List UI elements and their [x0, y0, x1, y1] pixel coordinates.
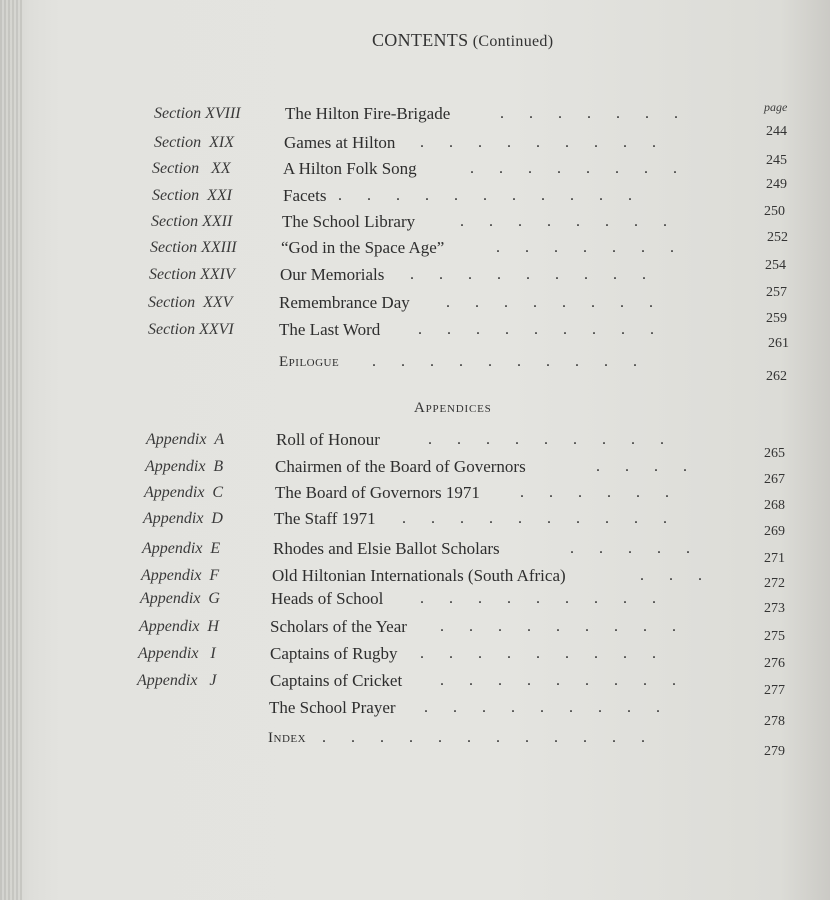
entry-title: The School Library — [282, 212, 416, 231]
leader-dots: ........ — [446, 294, 678, 311]
toc-row — [0, 617, 830, 644]
leader-dots: ......... — [420, 590, 681, 607]
entry-label: Appendix F — [141, 567, 220, 584]
page-header — [372, 30, 553, 51]
toc-row — [0, 293, 830, 326]
entry-title: Remembrance Day — [279, 293, 410, 312]
toc-row — [0, 457, 830, 487]
toc-row — [0, 133, 830, 168]
toc-row — [0, 483, 830, 513]
entry-title: Roll of Honour — [276, 430, 380, 449]
entry-title: Heads of School — [271, 589, 384, 608]
entry-page: 245 — [766, 153, 787, 168]
entry-title: “God in the Space Age” — [281, 238, 445, 257]
appendices-heading: Appendices — [414, 400, 492, 416]
entry-label: Appendix D — [143, 510, 223, 527]
entry-label: Appendix B — [145, 458, 224, 475]
leader-dots: ........... — [338, 187, 657, 204]
entry-label: Appendix H — [139, 618, 219, 635]
leader-dots: ...... — [520, 484, 694, 501]
leader-dots: ......... — [420, 134, 681, 151]
toc-row — [0, 238, 830, 273]
entry-label: Section XXVI — [148, 321, 234, 338]
entry-title: Rhodes and Elsie Ballot Scholars — [273, 539, 500, 558]
entry-title: The School Prayer — [269, 698, 396, 717]
leader-dots: ......... — [410, 266, 671, 283]
entry-page: 268 — [764, 498, 785, 513]
leader-dots: ....... — [500, 105, 703, 122]
toc-row-index — [0, 728, 830, 759]
entry-title: Games at Hilton — [284, 133, 396, 152]
entry-page: 278 — [764, 714, 785, 729]
entry-page: 262 — [766, 369, 787, 384]
entry-title: Old Hiltonian Internationals (South Africa) — [272, 566, 566, 585]
toc-row — [0, 671, 830, 698]
toc-row-prayer — [0, 698, 830, 729]
toc-row-epilogue — [0, 352, 830, 384]
entry-label: Section XXIII — [150, 239, 237, 256]
leader-dots: ... — [640, 567, 727, 584]
entry-page: 277 — [764, 683, 785, 698]
leader-dots: ........ — [460, 213, 692, 230]
leader-dots: .......... — [402, 510, 692, 527]
toc-row — [0, 430, 830, 461]
entry-page: 267 — [764, 472, 785, 487]
entry-page: 272 — [764, 576, 785, 591]
leader-dots: ......... — [424, 699, 685, 716]
entry-label: Section XXII — [151, 213, 233, 230]
entry-title: A Hilton Folk Song — [283, 159, 417, 178]
entry-title: Captains of Cricket — [270, 671, 403, 690]
leader-dots: .......... — [372, 353, 662, 370]
entry-title: Scholars of the Year — [270, 617, 407, 636]
entry-title: The Hilton Fire-Brigade — [285, 104, 451, 123]
entry-label: Appendix A — [146, 431, 225, 448]
entry-title: Our Memorials — [280, 265, 385, 284]
toc-row — [0, 509, 830, 539]
entry-page: 250 — [764, 204, 785, 219]
entry-page: 244 — [766, 124, 787, 139]
entry-title: The Last Word — [279, 320, 381, 339]
entry-page: 254 — [765, 258, 786, 273]
entry-page: 271 — [764, 551, 785, 566]
contents-subtitle: (Continued) — [472, 33, 554, 50]
entry-title: Chairmen of the Board of Governors — [275, 457, 526, 476]
toc-row — [0, 186, 830, 219]
toc-row — [0, 589, 830, 616]
entry-title: Index — [268, 730, 307, 746]
entry-title: Facets — [283, 186, 327, 205]
entry-page: 276 — [764, 656, 785, 671]
entry-page: 269 — [764, 524, 785, 539]
toc-row — [0, 539, 830, 566]
entry-label: Section XX — [152, 160, 231, 177]
contents-title: CONTENTS — [372, 30, 469, 50]
entry-title: The Board of Governors 1971 — [275, 483, 480, 502]
entry-label: Appendix J — [137, 672, 217, 689]
entry-page: 257 — [766, 285, 787, 300]
leader-dots: ......... — [418, 321, 679, 338]
entry-page: 252 — [767, 230, 788, 245]
entry-label: Appendix C — [144, 484, 224, 501]
toc-row — [0, 265, 830, 300]
toc-row — [0, 159, 830, 192]
leader-dots: .... — [596, 458, 712, 475]
leader-dots: ......... — [428, 431, 689, 448]
toc-row — [0, 644, 830, 671]
entry-label: Section XVIII — [154, 105, 241, 122]
leader-dots: ....... — [496, 239, 699, 256]
entry-label: Section XIX — [154, 134, 234, 151]
entry-page: 279 — [764, 744, 785, 759]
entry-page: 261 — [768, 336, 789, 351]
page-column-label: page — [764, 100, 788, 114]
leader-dots: ............ — [322, 729, 670, 746]
toc-row — [0, 320, 830, 351]
leader-dots: ......... — [440, 672, 701, 689]
entry-page: 275 — [764, 629, 785, 644]
entry-label: Section XXI — [152, 187, 232, 204]
entry-label: Section XXV — [148, 294, 233, 311]
entry-page: 265 — [764, 446, 785, 461]
entry-title: Epilogue — [279, 354, 340, 370]
entry-page: 259 — [766, 311, 787, 326]
entry-page: 273 — [764, 601, 785, 616]
toc-row — [0, 104, 830, 139]
leader-dots: ......... — [440, 618, 701, 635]
entry-label: Section XXIV — [149, 266, 235, 283]
toc-row — [0, 212, 830, 245]
entry-label: Appendix G — [140, 590, 220, 607]
entry-page: 249 — [766, 177, 787, 192]
toc-row — [0, 566, 830, 590]
leader-dots: ..... — [570, 540, 715, 557]
leader-dots: ......... — [420, 645, 681, 662]
leader-dots: ........ — [470, 160, 702, 177]
entry-label: Appendix I — [138, 645, 216, 662]
entry-title: The Staff 1971 — [274, 509, 376, 528]
entry-label: Appendix E — [142, 540, 221, 557]
entry-title: Captains of Rugby — [270, 644, 398, 663]
